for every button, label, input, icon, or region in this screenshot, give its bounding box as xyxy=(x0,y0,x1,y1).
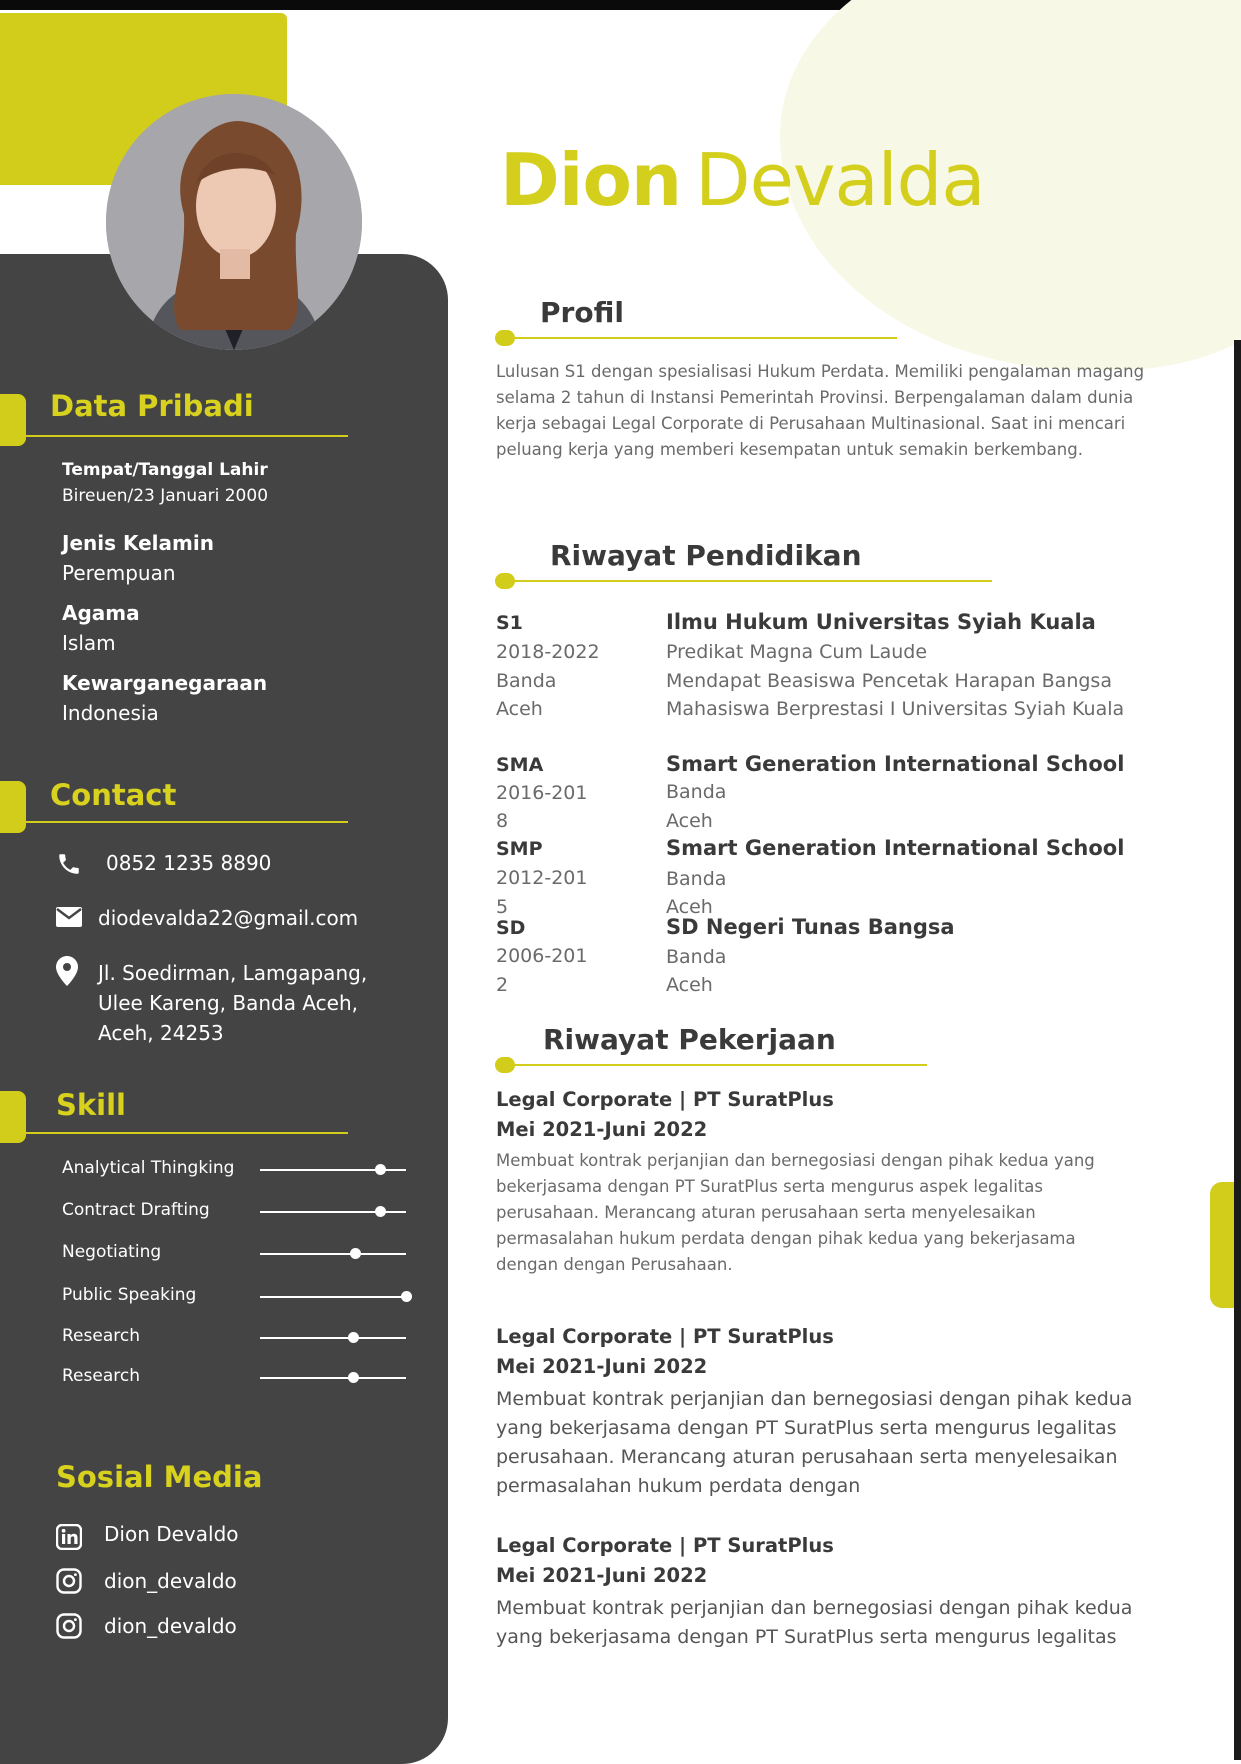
citizenship-label: Kewarganegaraan xyxy=(62,671,268,695)
address-line: Ulee Kareng, Banda Aceh, xyxy=(98,991,358,1015)
profile-line: peluang kerja yang memberi kesempatan untuk semakin berkembang. xyxy=(496,440,1083,459)
edu-title: SD Negeri Tunas Bangsa xyxy=(666,915,955,939)
job-line: dengan dengan Perusahaan. xyxy=(496,1255,733,1274)
personal-data-heading: Data Pribadi xyxy=(50,389,254,423)
top-dark-bar xyxy=(0,0,870,10)
skill-name: Contract Drafting xyxy=(62,1200,210,1220)
email-address[interactable]: diodevalda22@gmail.com xyxy=(98,906,359,930)
last-name: Devalda xyxy=(695,138,985,222)
job-line: perusahaan. Merancang aturan perusahaan serta menyelesaikan xyxy=(496,1203,1036,1222)
education-heading: Riwayat Pendidikan xyxy=(550,539,862,572)
section-divider xyxy=(26,1132,348,1134)
phone-number[interactable]: 0852 1235 8890 xyxy=(106,851,272,875)
profile-line: Lulusan S1 dengan spesialisasi Hukum Perdata. Memiliki pengalaman magang xyxy=(496,362,1145,381)
skill-name: Negotiating xyxy=(62,1242,162,1262)
full-name xyxy=(500,138,984,222)
page-edge xyxy=(1234,340,1241,1760)
address-line: Aceh, 24253 xyxy=(98,1021,224,1045)
edu-title: Smart Generation International School xyxy=(666,752,1125,776)
edu-years: 2016-201 xyxy=(496,782,588,804)
edu-detail: Aceh xyxy=(666,810,713,832)
edu-detail: Predikat Magna Cum Laude xyxy=(666,641,928,663)
edu-years: 2006-201 xyxy=(496,945,588,967)
profile-heading: Profil xyxy=(540,296,624,329)
skill-level-slider xyxy=(260,1377,406,1379)
job-description xyxy=(496,1385,1216,1501)
job-title: Legal Corporate | PT SuratPlus xyxy=(496,1534,834,1557)
religion-label: Agama xyxy=(62,601,140,625)
citizenship-value: Indonesia xyxy=(62,701,159,725)
gender-label: Jenis Kelamin xyxy=(62,531,214,555)
edu-detail: Aceh xyxy=(666,974,713,996)
instagram-icon[interactable] xyxy=(56,1568,82,1594)
instagram-icon[interactable] xyxy=(56,1613,82,1639)
linkedin-icon[interactable] xyxy=(56,1524,82,1550)
work-heading: Riwayat Pekerjaan xyxy=(543,1023,836,1056)
avatar xyxy=(106,94,362,350)
job-line: permasalahan hukum perdata dengan xyxy=(496,1475,861,1497)
job-period: Mei 2021-Juni 2022 xyxy=(496,1564,708,1587)
address-line: Jl. Soedirman, Lamgapang, xyxy=(98,961,368,985)
religion-value: Islam xyxy=(62,631,116,655)
skill-level-slider xyxy=(260,1169,406,1171)
profile-line: selama 2 tahun di Instansi Pemerintah Provinsi. Berpengalaman dalam dunia xyxy=(496,388,1134,407)
birth-label: Tempat/Tanggal Lahir xyxy=(62,460,268,480)
skill-name: Analytical Thingking xyxy=(62,1158,235,1178)
edu-place: Banda xyxy=(496,670,557,692)
birth-value: Bireuen/23 Januari 2000 xyxy=(62,486,269,506)
edu-level: S1 xyxy=(496,612,523,634)
job-title: Legal Corporate | PT SuratPlus xyxy=(496,1325,834,1348)
job-line: permasalahan hukum perdata dengan pihak kedua yang bekerjasama xyxy=(496,1229,1076,1248)
skill-level-knob xyxy=(401,1291,412,1302)
section-divider xyxy=(505,337,897,339)
edu-detail: Aceh xyxy=(666,896,713,918)
section-divider xyxy=(26,435,348,437)
skill-level-slider xyxy=(260,1253,406,1255)
edu-years: 2018-2022 xyxy=(496,641,600,663)
edu-place: Aceh xyxy=(496,698,543,720)
job-period: Mei 2021-Juni 2022 xyxy=(496,1355,708,1378)
profile-line: kerja sebagai Legal Corporate di Perusahaan Multinasional. Saat ini mencari xyxy=(496,414,1126,433)
job-description xyxy=(496,1594,1216,1652)
job-line: Membuat kontrak perjanjian dan bernegosiasi dengan pihak kedua yang xyxy=(496,1151,1095,1170)
section-marker xyxy=(0,781,26,833)
job-period: Mei 2021-Juni 2022 xyxy=(496,1118,708,1141)
edu-title: Ilmu Hukum Universitas Syiah Kuala xyxy=(666,610,1096,634)
edu-years: 5 xyxy=(496,896,509,918)
job-description xyxy=(496,1148,1216,1278)
section-marker xyxy=(0,394,26,446)
job-line: Membuat kontrak perjanjian dan bernegosiasi dengan pihak kedua xyxy=(496,1597,1133,1619)
skill-level-slider xyxy=(260,1211,406,1213)
person-photo-icon xyxy=(106,94,362,350)
edu-detail: Banda xyxy=(666,946,727,968)
section-divider xyxy=(26,821,348,823)
skill-name: Research xyxy=(62,1366,140,1386)
job-line: yang bekerjasama dengan PT SuratPlus serta mengurus legalitas xyxy=(496,1417,1117,1439)
job-line: bekerjasama dengan PT SuratPlus serta mengurus aspek legalitas xyxy=(496,1177,1043,1196)
social-media-heading: Sosial Media xyxy=(56,1460,263,1494)
skill-level-knob xyxy=(375,1206,386,1217)
skill-name: Research xyxy=(62,1326,140,1346)
skill-level-knob xyxy=(375,1164,386,1175)
instagram-handle[interactable]: dion_devaldo xyxy=(104,1569,237,1593)
first-name: Dion xyxy=(500,138,682,222)
edu-detail: Banda xyxy=(666,868,727,890)
contact-heading: Contact xyxy=(50,778,177,812)
section-divider xyxy=(505,1064,927,1066)
linkedin-handle[interactable]: Dion Devaldo xyxy=(104,1522,239,1546)
section-marker xyxy=(0,1091,26,1143)
edu-years: 2 xyxy=(496,974,509,996)
edu-detail: Mahasiswa Berprestasi I Universitas Syiah Kuala xyxy=(666,698,1125,720)
skill-heading: Skill xyxy=(56,1088,126,1122)
edu-title: Smart Generation International School xyxy=(666,836,1125,860)
profile-summary xyxy=(496,359,1196,463)
phone-icon xyxy=(56,851,82,877)
edu-level: SMP xyxy=(496,838,543,860)
edu-level: SD xyxy=(496,917,526,939)
job-title: Legal Corporate | PT SuratPlus xyxy=(496,1088,834,1111)
job-line: Membuat kontrak perjanjian dan bernegosiasi dengan pihak kedua xyxy=(496,1388,1133,1410)
skill-name: Public Speaking xyxy=(62,1285,197,1305)
address xyxy=(98,958,367,1048)
edu-level: SMA xyxy=(496,754,544,776)
skill-level-slider xyxy=(260,1337,406,1339)
job-line: yang bekerjasama dengan PT SuratPlus serta mengurus legalitas xyxy=(496,1626,1117,1648)
instagram-handle[interactable]: dion_devaldo xyxy=(104,1614,237,1638)
gender-value: Perempuan xyxy=(62,561,176,585)
edu-years: 8 xyxy=(496,810,509,832)
edu-detail: Banda xyxy=(666,781,727,803)
mail-icon xyxy=(56,907,82,927)
edu-years: 2012-201 xyxy=(496,867,588,889)
skill-level-slider xyxy=(260,1296,406,1298)
section-divider xyxy=(505,580,992,582)
edu-detail: Mendapat Beasiswa Pencetak Harapan Bangsa xyxy=(666,670,1112,692)
job-line: perusahaan. Merancang aturan perusahaan serta menyelesaikan xyxy=(496,1446,1118,1468)
skill-level-knob xyxy=(350,1248,361,1259)
location-pin-icon xyxy=(56,956,78,986)
